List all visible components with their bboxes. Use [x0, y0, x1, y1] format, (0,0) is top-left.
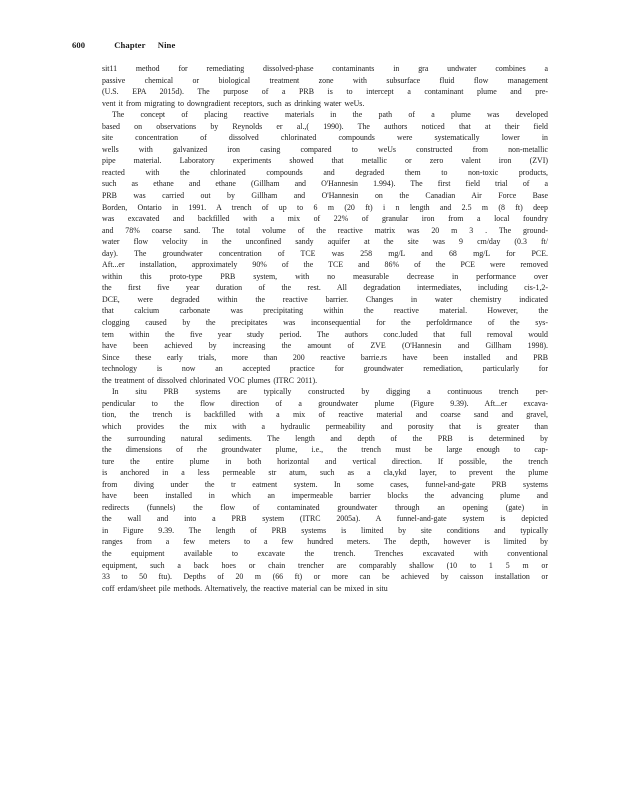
text-line: equipment, such a back hoes or chain trencher are comparably shallow (10 to 1 5 m or	[102, 560, 548, 570]
chapter-label: Chapter	[114, 40, 146, 50]
text-line: tem within the five year study period. The authors conc.luded that full removal would	[102, 329, 548, 339]
text-line: (U.S. EPA 2015d). The purpose of a PRB is to intercept a contaminant plume and pre-	[102, 87, 548, 97]
text-line: have been achieved by increasing the amount of ZVE (O'Hannesin and Gillham 1998).	[102, 341, 548, 351]
text-line: Since these early trials, more than 200 reactive barrie.rs have been installed and PRB	[102, 352, 548, 362]
chapter-number: Nine	[157, 40, 176, 50]
text-line: the equipment available to excavate the trench. Trenches excavated with conventional	[102, 548, 548, 558]
text-line: ture the entire plume in both horizontal and vertical direction. If possible, the trench	[102, 456, 548, 466]
text-line: based on observations by Reynolds er al.,( 1990). The authors noticed that at their field	[102, 121, 548, 131]
text-line: that calcium carbonate was precipitating within the reactive material. However, the	[102, 306, 548, 316]
text-line: reacted with the chlorinated compounds and degraded them to non-toxic products,	[102, 167, 548, 177]
text-line: 33 to 50 ftu). Depths of 20 m (66 ft) or more can be achieved by caisson installation or	[102, 572, 548, 582]
text-line: from diving under the tr eatment system. In some cases, funnel-and-gate PRB systems	[102, 479, 548, 489]
text-line: the wall and into a PRB system (ITRC 2005a). A funnel-and-gate system is depicted	[102, 514, 548, 524]
text-line: within this proto-type PRB system, with no measurable decrease in performance over	[102, 271, 548, 281]
text-line: the dimensions of rhe groundwater plume, i.e., the trench must be large enough to cap-	[102, 445, 548, 455]
text-line: technology is now an accepted practice for groundwater remediation, particularly for	[102, 364, 548, 374]
text-line: which provides the mix with a hydraulic permeability and porosity that is greater than	[102, 421, 548, 431]
text-line: The concept of placing reactive materials in the path of a plume was developed	[112, 110, 548, 120]
text-line: day). The groundwater concentration of TCE was 258 mg/L and 68 mg/L for PCE.	[102, 248, 548, 258]
text-line: water flow velocity in the unconfined sandy aquifer at the site was 9 cm/day (0.3 ft/	[102, 237, 548, 247]
text-line: clogging caused by the precipitates was inconsequential for the perfoldrmance of the sys-	[102, 318, 548, 328]
text-line: passive chemical or biological treatment zone with subsurface fluid flow management	[102, 75, 548, 85]
text-line: wells with galvanized iron casing compared to weUs constructed from non-metallic	[102, 144, 548, 154]
text-line: PRB was carried out by Gillham and O'Hannesin on the Canadian Air Force Base	[102, 191, 548, 201]
paragraph	[102, 386, 548, 594]
text-line: have been installed in which an impermeable barrier blocks the advancing plume and	[102, 491, 548, 501]
text-line: was excavated and backfilled with a mix of 22% of granular iron from a local foundry	[102, 214, 548, 224]
text-line: the surrounding natural sediments. The length and depth of the PRB is determined by	[102, 433, 548, 443]
text-line: vent it from migrating to downgradient receptors, such as drinking water weUs.	[102, 98, 365, 108]
text-line: site concentration of dissolved chlorinated compounds were systematically lower in	[102, 133, 548, 143]
text-line: such as ethane and ethane (Gillham and O'Hannesin 1.994). The first field trial of a	[102, 179, 548, 189]
text-line: redirects (funnels) the flow of contaminated groundwater through an opening (gate) in	[102, 502, 548, 512]
running-header	[72, 40, 548, 54]
text-line: in Figure 9.39. The length of PRB systems is limited by site conditions and typically	[102, 525, 548, 535]
text-line: tion, the trench is backfilled with a mix of reactive material and coarse sand and gravel,	[102, 410, 548, 420]
text-line: pipe material. Laboratory experiments showed that metallic or zero valent iron (ZVI)	[102, 156, 548, 166]
text-line: and 78% coarse sand. The total volume of the reactive matrix was 20 m 3 . The ground-	[102, 225, 548, 235]
text-line: Borden, Ontario in 1991. A trench of up to 6 m (20 ft) i n length and 2.5 m (8 ft) deep	[102, 202, 548, 212]
text-line: ranges from a few meters to a few hundred meters. The depth, however is limited by	[102, 537, 548, 547]
text-line: In situ PRB systems are typically constructed by digging a continuous trench per-	[112, 387, 548, 397]
text-line: is anchored in a less permeable str atum, such as a cla,ykd layer, to prevent the plume	[102, 468, 548, 478]
text-line: the treatment of dissolved chlorinated VOC plumes (ITRC 2011).	[102, 375, 318, 385]
text-line: DCE, were degraded within the reactive barrier. Changes in water chemistry indicated	[102, 294, 548, 304]
text-line: the first five year duration of the rest. All degradation intermediates, including cis-1,2-	[102, 283, 548, 293]
page-number: 600	[72, 40, 86, 50]
paragraph	[102, 63, 548, 109]
text-line: coff erdam/sheet pile methods. Alternatively, the reactive material can be mixed in situ	[102, 583, 388, 593]
paragraph	[102, 109, 548, 386]
body-text	[102, 63, 548, 594]
text-line: Aft...er installation, approximately 90% of the TCE and 86% of the PCE were removed	[102, 260, 548, 270]
text-line: sit11 method for remediating dissolved-phase contaminants in gra undwater combines a	[102, 64, 548, 73]
text-line: pendicular to the flow direction of a groundwater plume (Figure 9.39). Aft...er excava-	[102, 398, 548, 408]
